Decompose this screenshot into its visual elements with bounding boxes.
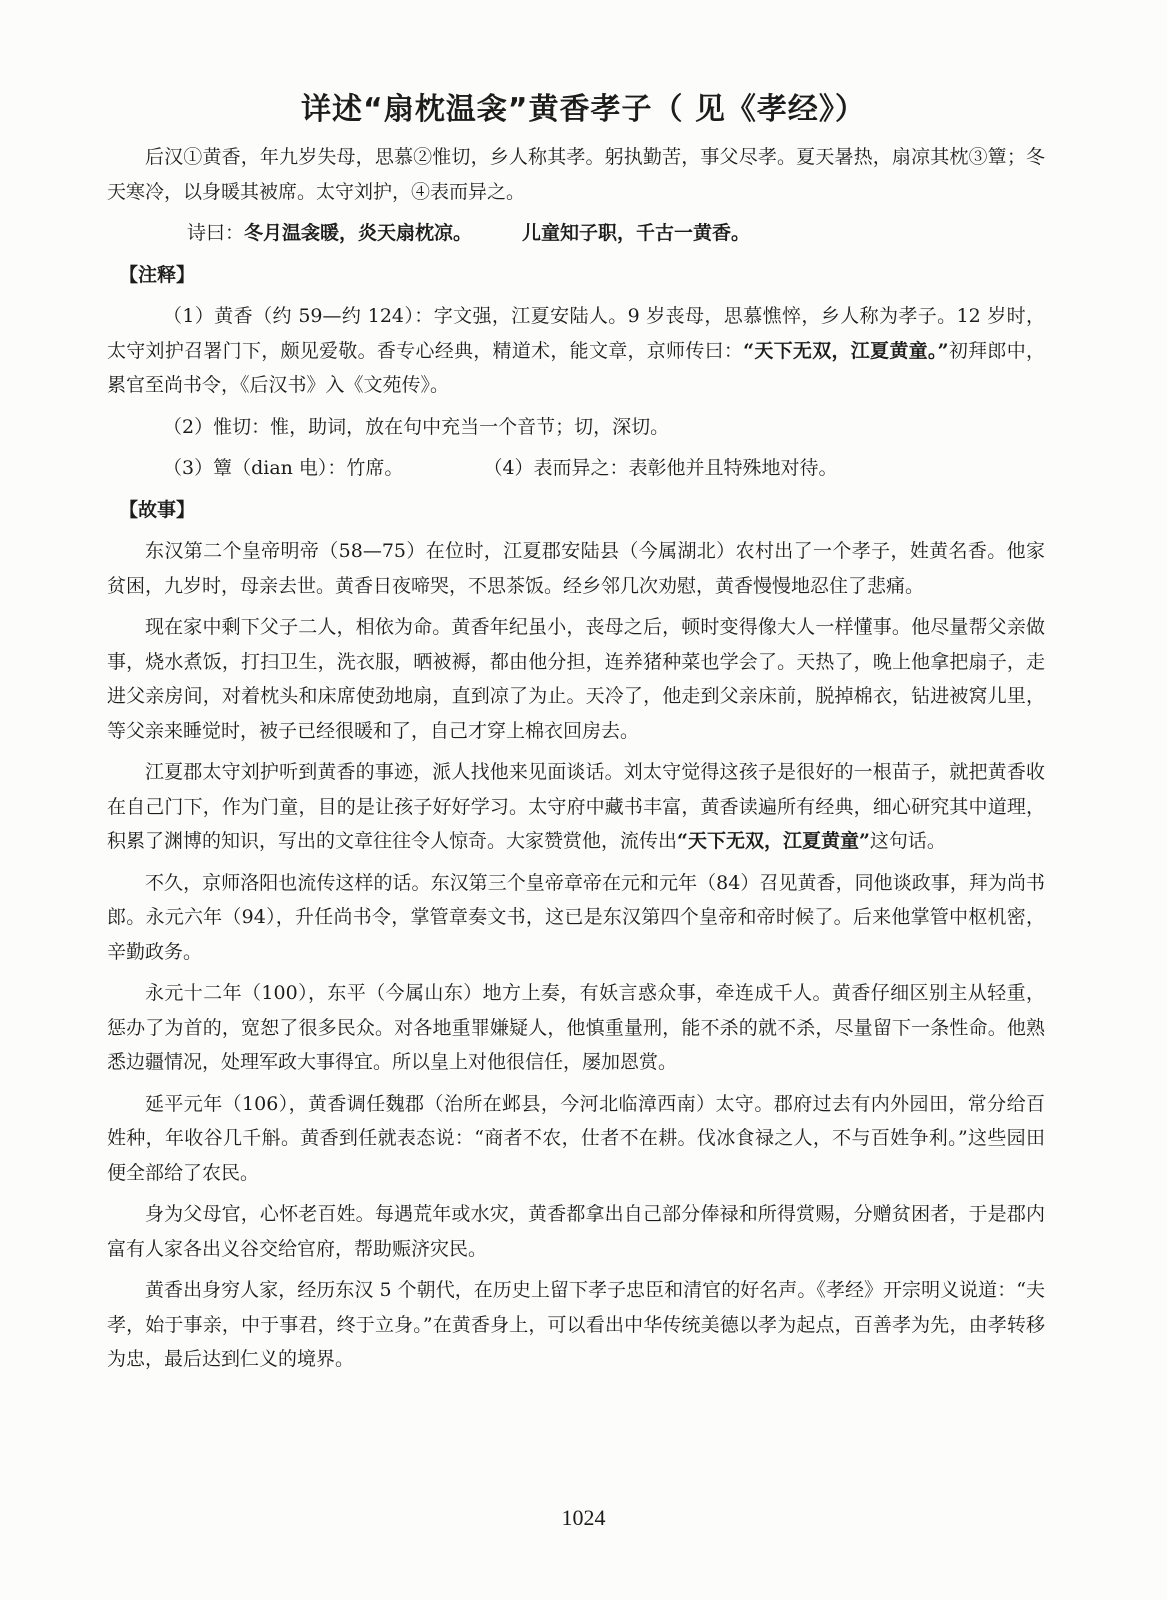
story-paragraph-1: 东汉第二个皇帝明帝（58—75）在位时，江夏郡安陆县（今属湖北）农村出了一个孝子，姓黄名香。他家贫困，九岁时，母亲去世。黄香日夜啼哭，不思茶饭。经乡邻几次劝慰，黄香慢慢地忍住了悲痛。 — [107, 540, 1045, 597]
note-1 — [107, 299, 1045, 403]
note-4: （4）表而异之：表彰他并且特殊地对待。 — [483, 457, 838, 479]
poem-line — [107, 216, 1045, 251]
page-number: 1024 — [561, 1505, 606, 1530]
intro-paragraph: 后汉①黄香，年九岁失母，思慕②惟切，乡人称其孝。躬执勤苦，事父尽孝。夏天暑热，扇凉其枕③簟；冬天寒冷，以身暖其被席。太守刘护，④表而异之。 — [107, 146, 1045, 203]
poem-verse-2: 儿童知子职，千古一黄香。 — [522, 222, 751, 244]
story-p3-tail: 这句话。 — [869, 830, 946, 852]
story-paragraph-5: 永元十二年（100），东平（今属山东）地方上奏，有妖言惑众事，牵连成千人。黄香仔细区别主从轻重，惩办了为首的，宽恕了很多民众。对各地重罪嫌疑人，他慎重量刑，能不杀的就不杀，尽量留下一条性命。他熟悉边疆情况，处理军政大事得宜。所以皇上对他很信任，屡加恩赏。 — [107, 982, 1045, 1073]
page-title: 详述“扇枕温衾”黄香孝子（ 见《孝经》） — [301, 92, 866, 127]
poem-prefix: 诗曰： — [187, 222, 245, 244]
story-paragraph-6: 延平元年（106），黄香调任魏郡（治所在邺县，今河北临漳西南）太守。郡府过去有内外园田，常分给百姓种，年收谷几千斛。黄香到任就表态说：“商者不农，仕者不在耕。伐冰食禄之人，不与百姓争利。”这些园田便全部给了农民。 — [107, 1092, 1045, 1184]
story-heading: 【故事】 — [119, 498, 196, 521]
story-p3-text: 江夏郡太守刘护听到黄香的事迹，派人找他来见面谈话。刘太守觉得这孩子是很好的一根苗子，就把黄香收在自己门下，作为门童，目的是让孩子好好学习。太守府中藏书丰富，黄香读遍所有经典，细心研究其中道理，积累了渊博的知识，写出的文章往往令人惊奇。大家赞赏他，流传出 — [107, 761, 1045, 852]
note-1-tail: 初拜郎中，累官至尚书令，《后汉书》入《文苑传》。 — [107, 339, 1045, 396]
story-paragraph-2: 现在家中剩下父子二人，相依为命。黄香年纪虽小，丧母之后，顿时变得像大人一样懂事。他尽量帮父亲做事，烧水煮饭，打扫卫生，洗衣服，晒被褥，都由他分担，连养猪种菜也学会了。天热了，晚上他拿把扇子，走进父亲房间，对着枕头和床席使劲地扇，直到凉了为止。天冷了，他走到父亲床前，脱掉棉衣，钻进被窝儿里，等父亲来睡觉时，被子已经很暖和了，自己才穿上棉衣回房去。 — [107, 616, 1045, 742]
story-paragraph-7: 身为父母官，心怀老百姓。每遇荒年或水灾，黄香都拿出自己部分俸禄和所得赏赐，分赠贫困者，于是郡内富有人家各出义谷交给官府，帮助赈济灾民。 — [107, 1203, 1045, 1260]
story-paragraph-8: 黄香出身穷人家，经历东汉 5 个朝代，在历史上留下孝子忠臣和清官的好名声。《孝经》开宗明义说道：“夫孝，始于事亲，中于事君，终于立身。”在黄香身上，可以看出中华传统美德以孝为起点，百善孝为先，由孝转移为忠，最后达到仁义的境界。 — [107, 1279, 1045, 1370]
note-3: （3）簟（dian 电）：竹席。 — [163, 457, 404, 479]
note-2: （2）惟切：惟，助词，放在句中充当一个音节；切，深切。 — [163, 415, 670, 438]
poem-verse-1: 冬月温衾暖，炎天扇枕凉。 — [244, 222, 473, 244]
document-body — [107, 140, 1045, 1384]
notes-heading: 【注释】 — [119, 263, 196, 286]
note-1-text: （1）黄香（约 59—约 124）：字文强，江夏安陆人。9 岁丧母，思慕憔悴，乡人称为孝子。12 岁时，太守刘护召署门下，颇见爱敬。香专心经典，精道术，能文章，京师传曰： — [107, 305, 1045, 362]
story-paragraph-4: 不久，京师洛阳也流传这样的话。东汉第三个皇帝章帝在元和元年（84）召见黄香，同他谈政事，拜为尚书郎。永元六年（94），升任尚书令，掌管章奏文书，这已是东汉第四个皇帝和帝时候了。后来他掌管中枢机密，辛勤政务。 — [107, 871, 1045, 963]
story-paragraph-3 — [107, 755, 1045, 859]
note-1-quote: “天下无双，江夏黄童。” — [743, 339, 949, 362]
notes-3-4 — [107, 451, 1045, 486]
story-p3-quote: “天下无双，江夏黄童” — [677, 830, 870, 852]
